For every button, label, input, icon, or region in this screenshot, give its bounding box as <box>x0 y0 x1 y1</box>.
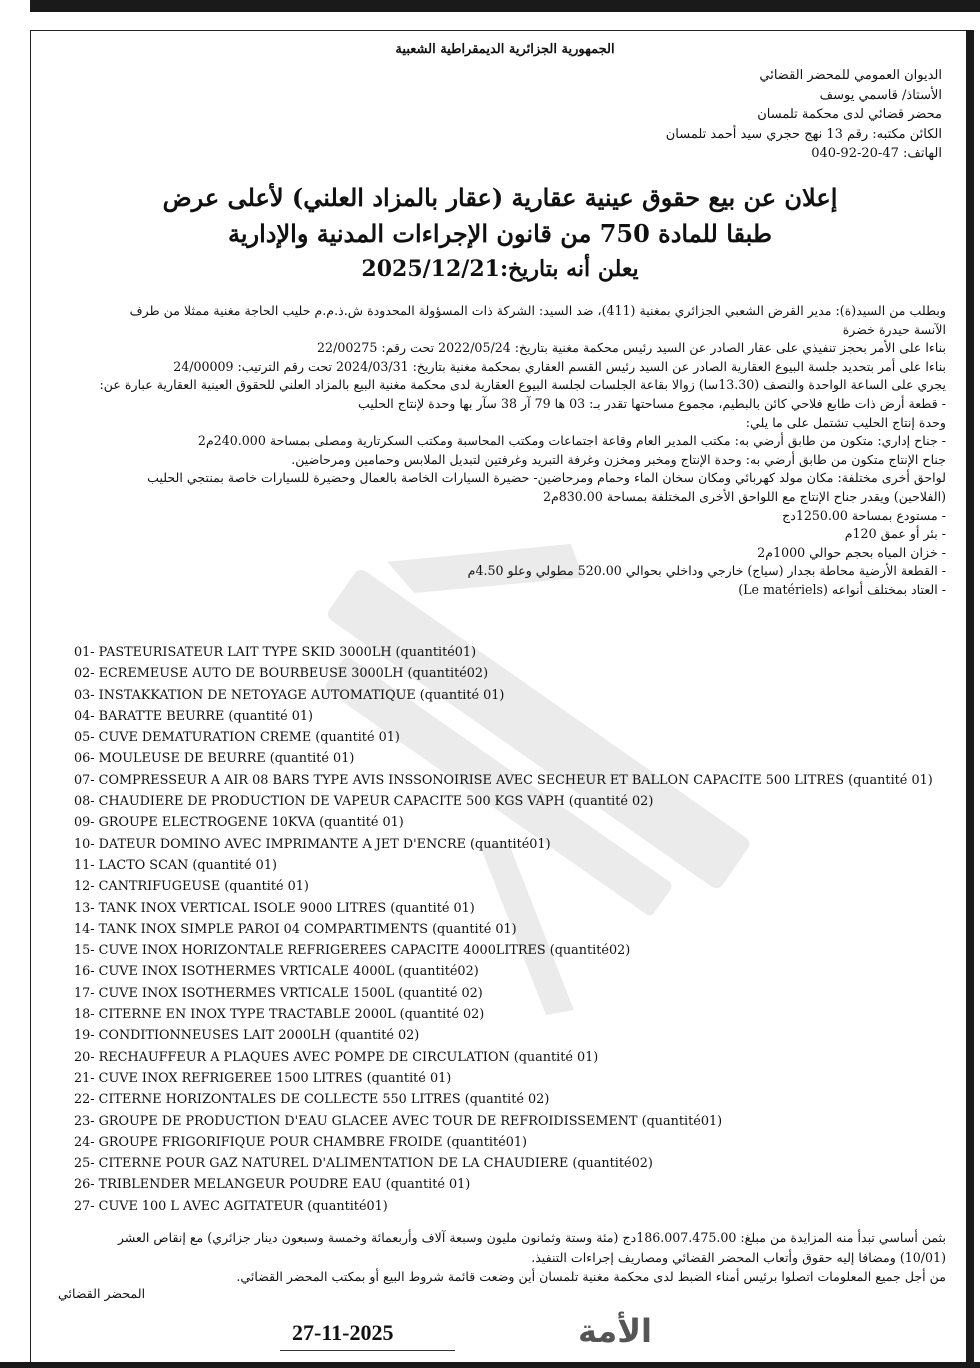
price-line: بثمن أساسي تبدأ منه المزايدة من مبلغ: 186.007.475.00دج (مئة وستة وثمانون مليون وسبعة آلاف وأربعمائة وخمسة وسبعون دينار جزائري) مع إنقاص العشر <box>117 1230 946 1245</box>
newspaper-name: الأمة <box>578 1312 653 1350</box>
body-line: يجري على الساعة الواحدة والنصف (13.30سا) زوالا بقاعة الجلسات لجلسة البيوع العقارية لدى محكمة مغنية البيع بالمزاد العلني للحقوق العينية العقارية عبارة عن: <box>99 377 946 393</box>
body-line: (الفلاحين) ويقدر جناح الإنتاج مع اللواحق الأخرى المختلفة بمساحة 830.00م2 <box>542 488 946 504</box>
list-item: 18- CITERNE EN INOX TYPE TRACTABLE 2000L (quantité 02) <box>74 1007 485 1023</box>
body-line: - جناح إداري: متكون من طابق أرضي به: مكتب المدير العام وقاعة اجتماعات ومكتب المحاسبة ومكتب السكرتارية ومصلى بمساحة 240.000م2 <box>197 433 946 449</box>
list-item: 20- RECHAUFFEUR A PLAQUES AVEC POMPE DE CIRCULATION (quantité 01) <box>74 1049 599 1065</box>
bottom-border-bar <box>0 1362 980 1368</box>
newspaper-logo <box>578 1312 698 1354</box>
list-item: 14- TANK INOX SIMPLE PAROI 04 COMPARTIMENTS (quantité 01) <box>74 921 517 937</box>
list-item: 06- MOULEUSE DE BEURRE (quantité 01) <box>74 751 355 767</box>
body-line: بناءا على الأمر بحجز تنفيذي على عقار الصادر عن السيد رئيس محكمة مغنية بتاريخ: 2022/05/24 تحت رقم: 22/00275 <box>317 340 946 356</box>
announcement-title <box>60 180 940 286</box>
body-line: جناح الإنتاج متكون من طابق أرضي به: وحدة الإنتاج ومخبر ومخزن وغرفة التبريد وغرفتين لتبديل الملابس وحمامين ومرحاضين. <box>291 451 946 467</box>
list-item: 21- CUVE INOX REFRIGEREE 1500 LITRES (quantité 01) <box>74 1070 452 1086</box>
office-line: محضر قضائي لدى محكمة تلمسان <box>757 107 942 122</box>
date-underline <box>280 1350 455 1351</box>
list-item: 13- TANK INOX VERTICAL ISOLE 9000 LITRES (quantité 01) <box>74 900 475 916</box>
list-item: 24- GROUPE FRIGORIFIQUE POUR CHAMBRE FROIDE (quantité01) <box>74 1134 528 1150</box>
body-line: بناءا على أمر بتحديد جلسة البيوع العقارية الصادر عن السيد رئيس القسم العقاري بمحكمة مغنية بتاريخ: 2024/03/31 تحت رقم الترتيب: 24/00009 <box>173 358 946 374</box>
list-item: 26- TRIBLENDER MELANGEUR POUDRE EAU (quantité 01) <box>74 1177 471 1193</box>
list-item: 07- COMPRESSEUR A AIR 08 BARS TYPE AVIS INSSONOIRISE AVEC SECHEUR ET BALLON CAPACITE 500 LITRES (quantité 01) <box>74 772 933 788</box>
list-item: 25- CITERNE POUR GAZ NATUREL D'ALIMENTATION DE LA CHAUDIERE (quantité02) <box>74 1156 653 1172</box>
body-line: - بئر أو عمق 120م <box>844 526 946 542</box>
signer-label: المحضر القضائي <box>58 1286 146 1301</box>
office-line: الأستاذ/ قاسمي يوسف <box>819 87 942 103</box>
list-item: 16- CUVE INOX ISOTHERMES VRTICALE 4000L (quantité02) <box>74 964 479 980</box>
list-item: 03- INSTAKKATION DE NETOYAGE AUTOMATIQUE (quantité 01) <box>74 687 505 703</box>
office-phone: الهاتف: 47-20-92-040 <box>811 146 942 161</box>
title-line: طبقا للمادة 750 من قانون الإجراءات المدنية والإدارية <box>227 219 773 248</box>
price-block <box>28 1228 946 1287</box>
list-item: 10- DATEUR DOMINO AVEC IMPRIMANTE A JET D'ENCRE (quantité01) <box>74 836 551 852</box>
top-border-bar <box>30 0 980 12</box>
body-line: - العتاد بمختلف أنواعه (Le matériels) <box>738 581 946 597</box>
title-line: إعلان عن بيع حقوق عينية عقارية (عقار بالمزاد العلني) لأعلى عرض <box>162 183 838 212</box>
body-line: - مستودع بمساحة 1250.00دج <box>782 507 946 523</box>
list-item: 08- CHAUDIERE DE PRODUCTION DE VAPEUR CAPACITE 500 KGS VAPH (quantité 02) <box>74 794 654 810</box>
body-line: - قطعة أرض ذات طابع فلاحي كائن بالبطيم، مجموع مساحتها تقدر بـ: 03 ها 79 آر 38 سآر بها وحدة لإنتاج الحليب <box>358 395 946 411</box>
equipment-list <box>74 642 969 1217</box>
body-line: وحدة إنتاج الحليب تشتمل على ما يلي: <box>745 414 946 430</box>
list-item: 12- CANTRIFUGEUSE (quantité 01) <box>74 879 309 895</box>
republic-heading: الجمهورية الجزائرية الديمقراطية الشعبية <box>395 42 615 57</box>
list-item: 27- CUVE 100 L AVEC AGITATEUR (quantité01) <box>74 1198 388 1214</box>
list-item: 11- LACTO SCAN (quantité 01) <box>74 857 277 873</box>
list-item: 04- BARATTE BEURRE (quantité 01) <box>74 708 314 724</box>
office-line: الكائن مكتبه: رقم 13 نهج حجري سيد أحمد تلمسان <box>665 126 942 142</box>
body-line: - القطعة الأرضية محاطة بجدار (سياج) خارجي وداخلي بحوالي 520.00 مطولي وعلو 4.50م <box>467 563 946 579</box>
contact-line: من أجل جميع المعلومات اتصلوا برئيس أمناء الضبط لدى محكمة مغنية تلمسان أين وضعت قائمة شروط البيع أو بمكتب المحضر القضائي. <box>236 1269 946 1284</box>
publication-date: 27-11-2025 <box>292 1320 394 1345</box>
auction-date-line: يعلن أنه بتاريخ:2025/12/21 <box>361 256 639 282</box>
list-item: 23- GROUPE DE PRODUCTION D'EAU GLACEE AVEC TOUR DE REFROIDISSEMENT (quantité01) <box>74 1113 723 1129</box>
list-item: 05- CUVE DEMATURATION CREME (quantité 01) <box>74 730 400 746</box>
list-item: 01- PASTEURISATEUR LAIT TYPE SKID 3000LH (quantité01) <box>74 645 477 660</box>
list-item: 22- CITERNE HORIZONTALES DE COLLECTE 550 LITRES (quantité 02) <box>74 1092 550 1108</box>
body-line: وبطلب من السيد(ة): مدير القرض الشعبي الجزائري بمغنية (411)، ضد السيد: الشركة ذات المسؤولة المحدودة ش.ذ.م.م حليب الحاجة مغنية ممثلا من طرف <box>129 303 946 318</box>
list-item: 09- GROUPE ELECTROGENE 10KVA (quantité 01) <box>74 815 404 831</box>
body-line: - خزان المياه بحجم حوالي 1000م2 <box>757 544 946 560</box>
list-item: 17- CUVE INOX ISOTHERMES VRTICALE 1500L (quantité 02) <box>74 985 483 1001</box>
bailiff-office-block <box>342 66 942 164</box>
list-item: 19- CONDITIONNEUSES LAIT 2000LH (quantité 02) <box>74 1028 420 1044</box>
body-line: لواحق أخرى مختلفة: مكان مولد كهربائي ومكان سخان الماء وحمام ومرحاضين- حضيرة السيارات الخاصة بالعمال وحضيرة للسيارات خاصة بمنتجي الحليب <box>147 470 946 486</box>
list-item: 15- CUVE INOX HORIZONTALE REFRIGEREES CAPACITE 4000LITRES (quantité02) <box>74 943 631 959</box>
price-line: (10/01) ومضافا إليه حقوق وأتعاب المحضر القضائي ومصاريف إجراءات التنفيذ. <box>531 1249 946 1265</box>
office-line: الديوان العمومي للمحضر القضائي <box>759 68 942 83</box>
announcement-body <box>28 302 946 600</box>
body-line: الآنسة حيدرة خضرة <box>842 321 946 337</box>
list-item: 02- ECREMEUSE AUTO DE BOURBEUSE 3000LH (quantité02) <box>74 666 489 682</box>
